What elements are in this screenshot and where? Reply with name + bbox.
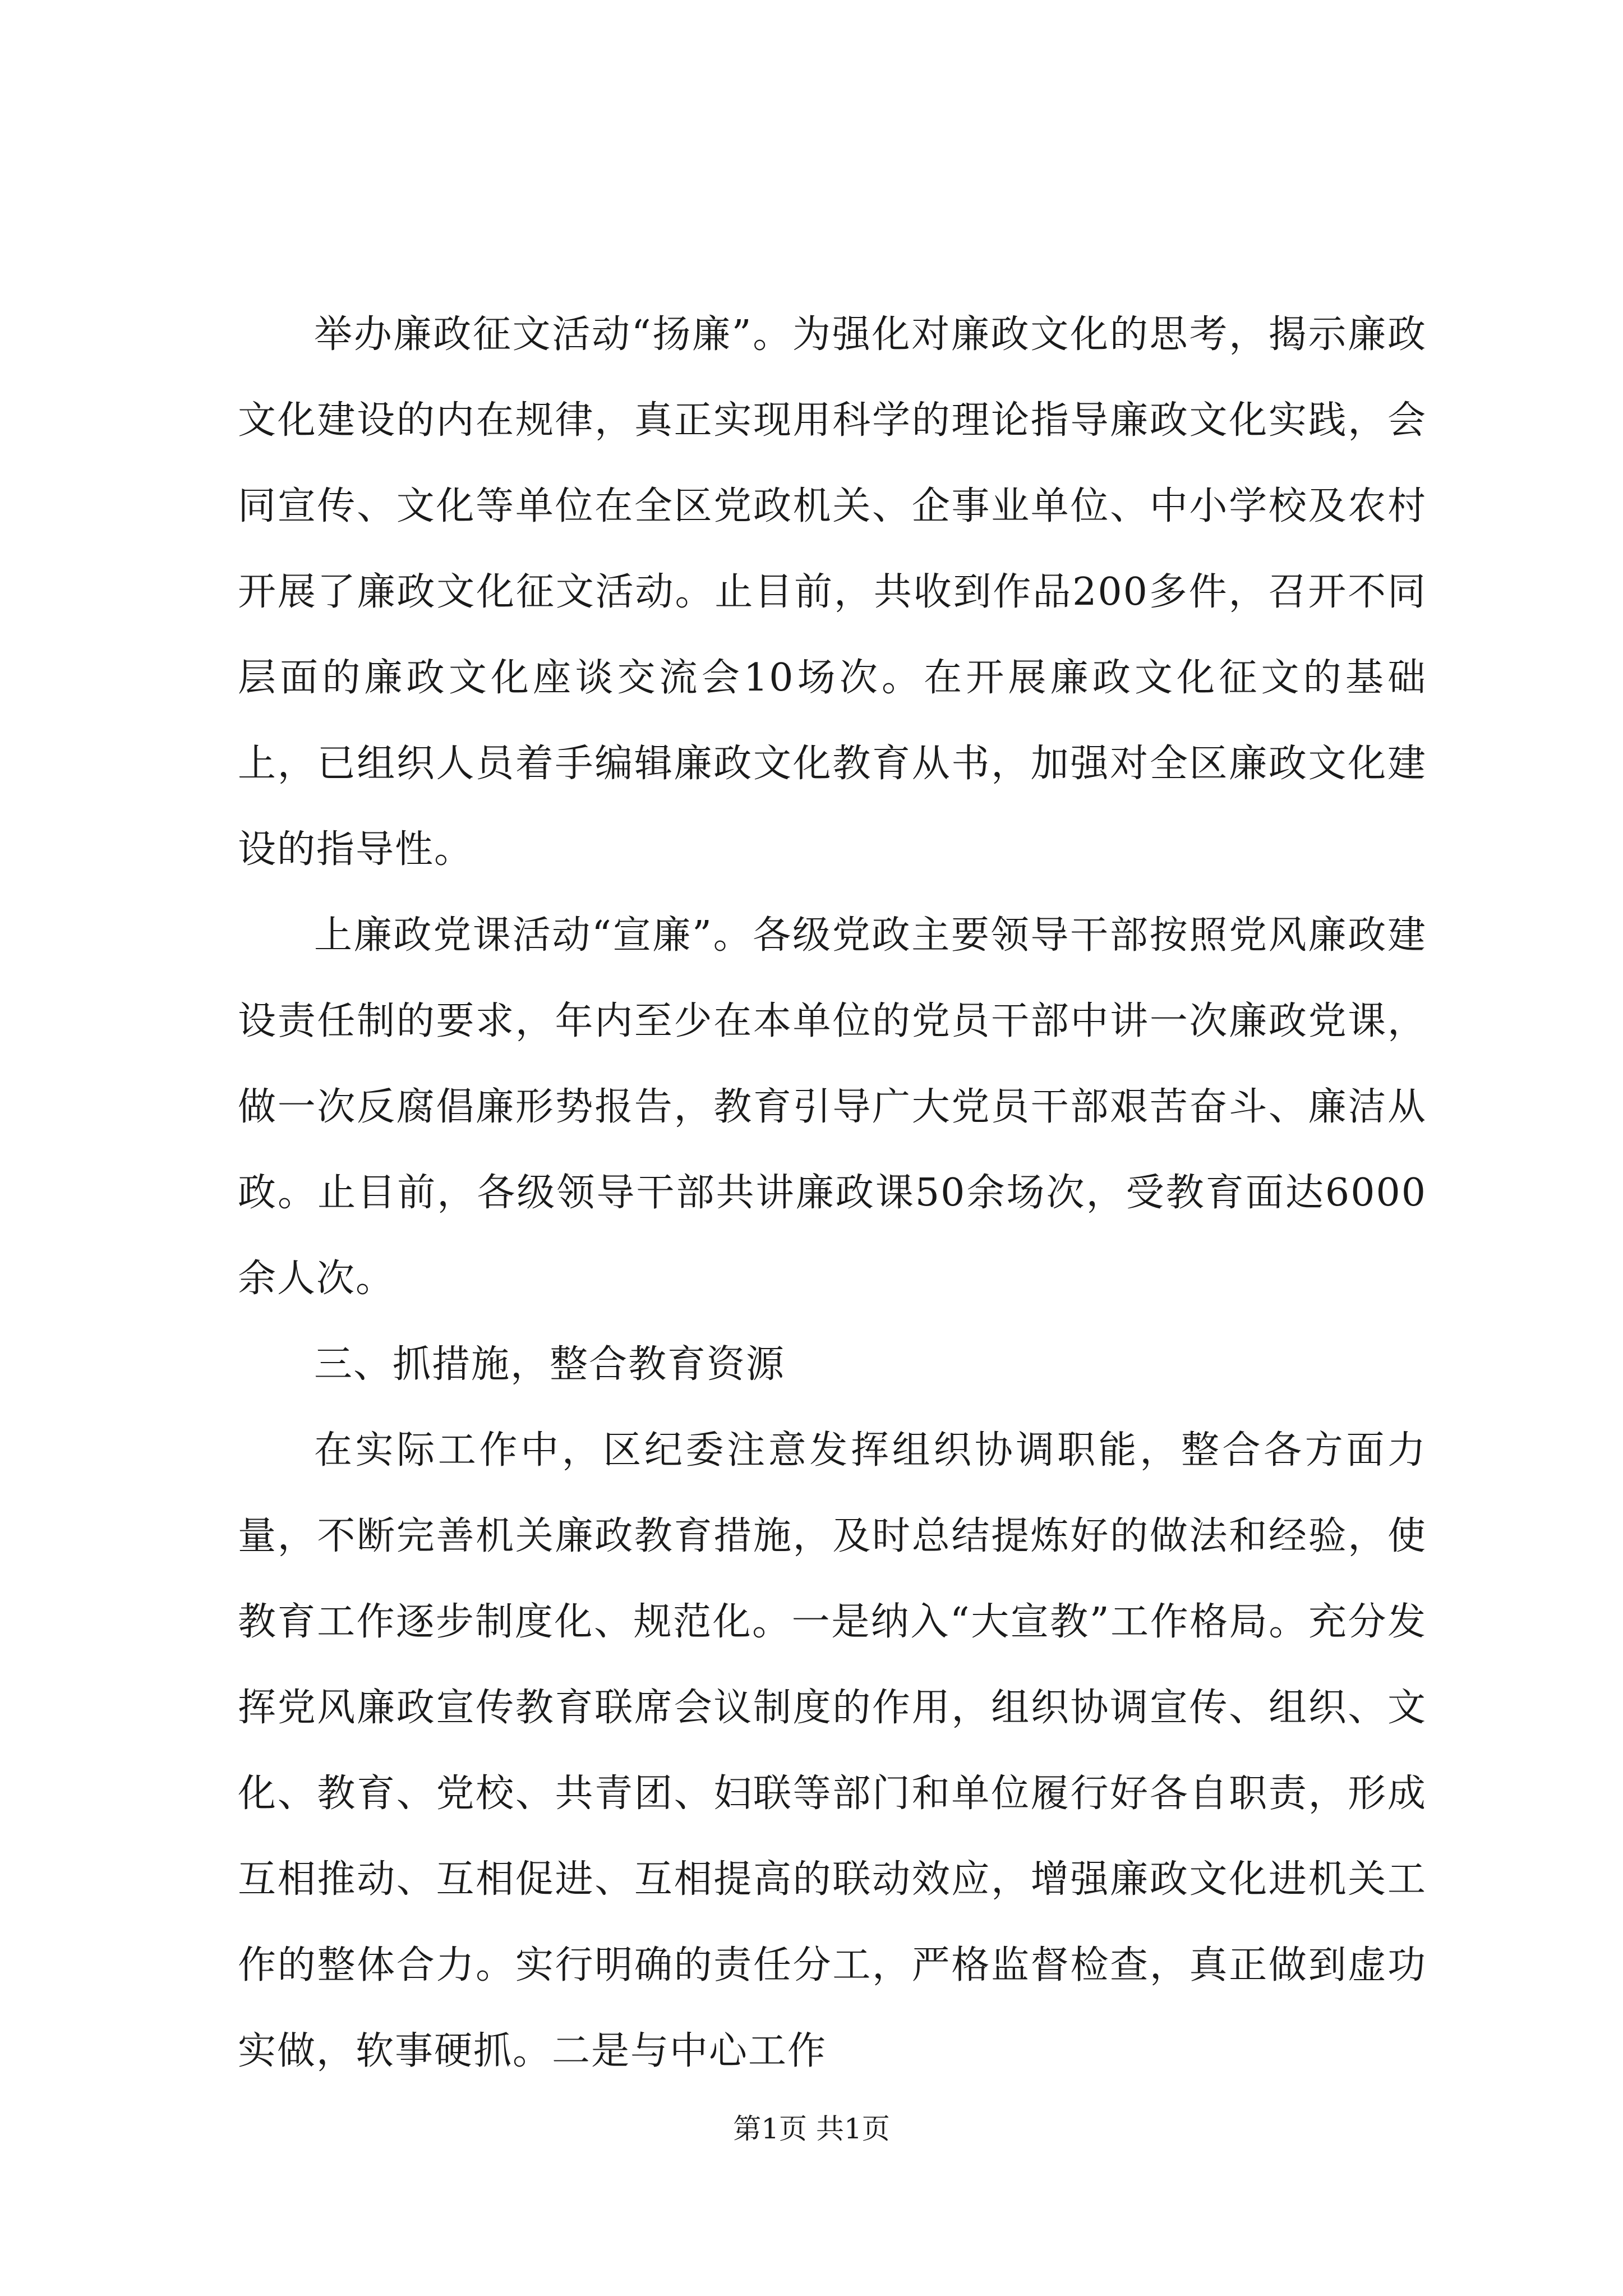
section-heading: 三、抓措施，整合教育资源	[314, 1342, 786, 1387]
document-body	[238, 292, 1427, 2094]
paragraph-essay-contest: 举办廉政征文活动“扬廉”。为强化对廉政文化的思考，揭示廉政文化建设的内在规律，真正实现用科学的理论指导廉政文化实践，会同宣传、文化等单位在全区党政机关、企事业单位、中小学校及农村开展了廉政文化征文活动。止目前，共收到作品200多件，召开不同层面的廉政文化座谈交流会10场次。在开展廉政文化征文的基础上，已组织人员着手编辑廉政文化教育从书，加强对全区廉政文化建设的指导性。	[238, 312, 1427, 872]
page-footer: 第1页 共1页	[733, 2113, 890, 2145]
paragraph-practical-work: 在实际工作中，区纪委注意发挥组织协调职能，整合各方面力量，不断完善机关廉政教育措施，及时总结提炼好的做法和经验，使教育工作逐步制度化、规范化。一是纳入“大宣教”工作格局。充分发挥党风廉政宣传教育联席会议制度的作用，组织协调宣传、组织、文化、教育、党校、共青团、妇联等部门和单位履行好各自职责，形成互相推动、互相促进、互相提高的联动效应，增强廉政文化进机关工作的整体合力。实行明确的责任分工，严格监督检查，真正做到虚功实做，软事硬抓。二是与中心工作	[238, 1428, 1427, 2073]
paragraph-party-lecture: 上廉政党课活动“宣廉”。各级党政主要领导干部按照党风廉政建设责任制的要求，年内至少在本单位的党员干部中讲一次廉政党课，做一次反腐倡廉形势报告，教育引导广大党员干部艰苦奋斗、廉洁从政。止目前，各级领导干部共讲廉政课50余场次，受教育面达6000余人次。	[238, 913, 1427, 1301]
